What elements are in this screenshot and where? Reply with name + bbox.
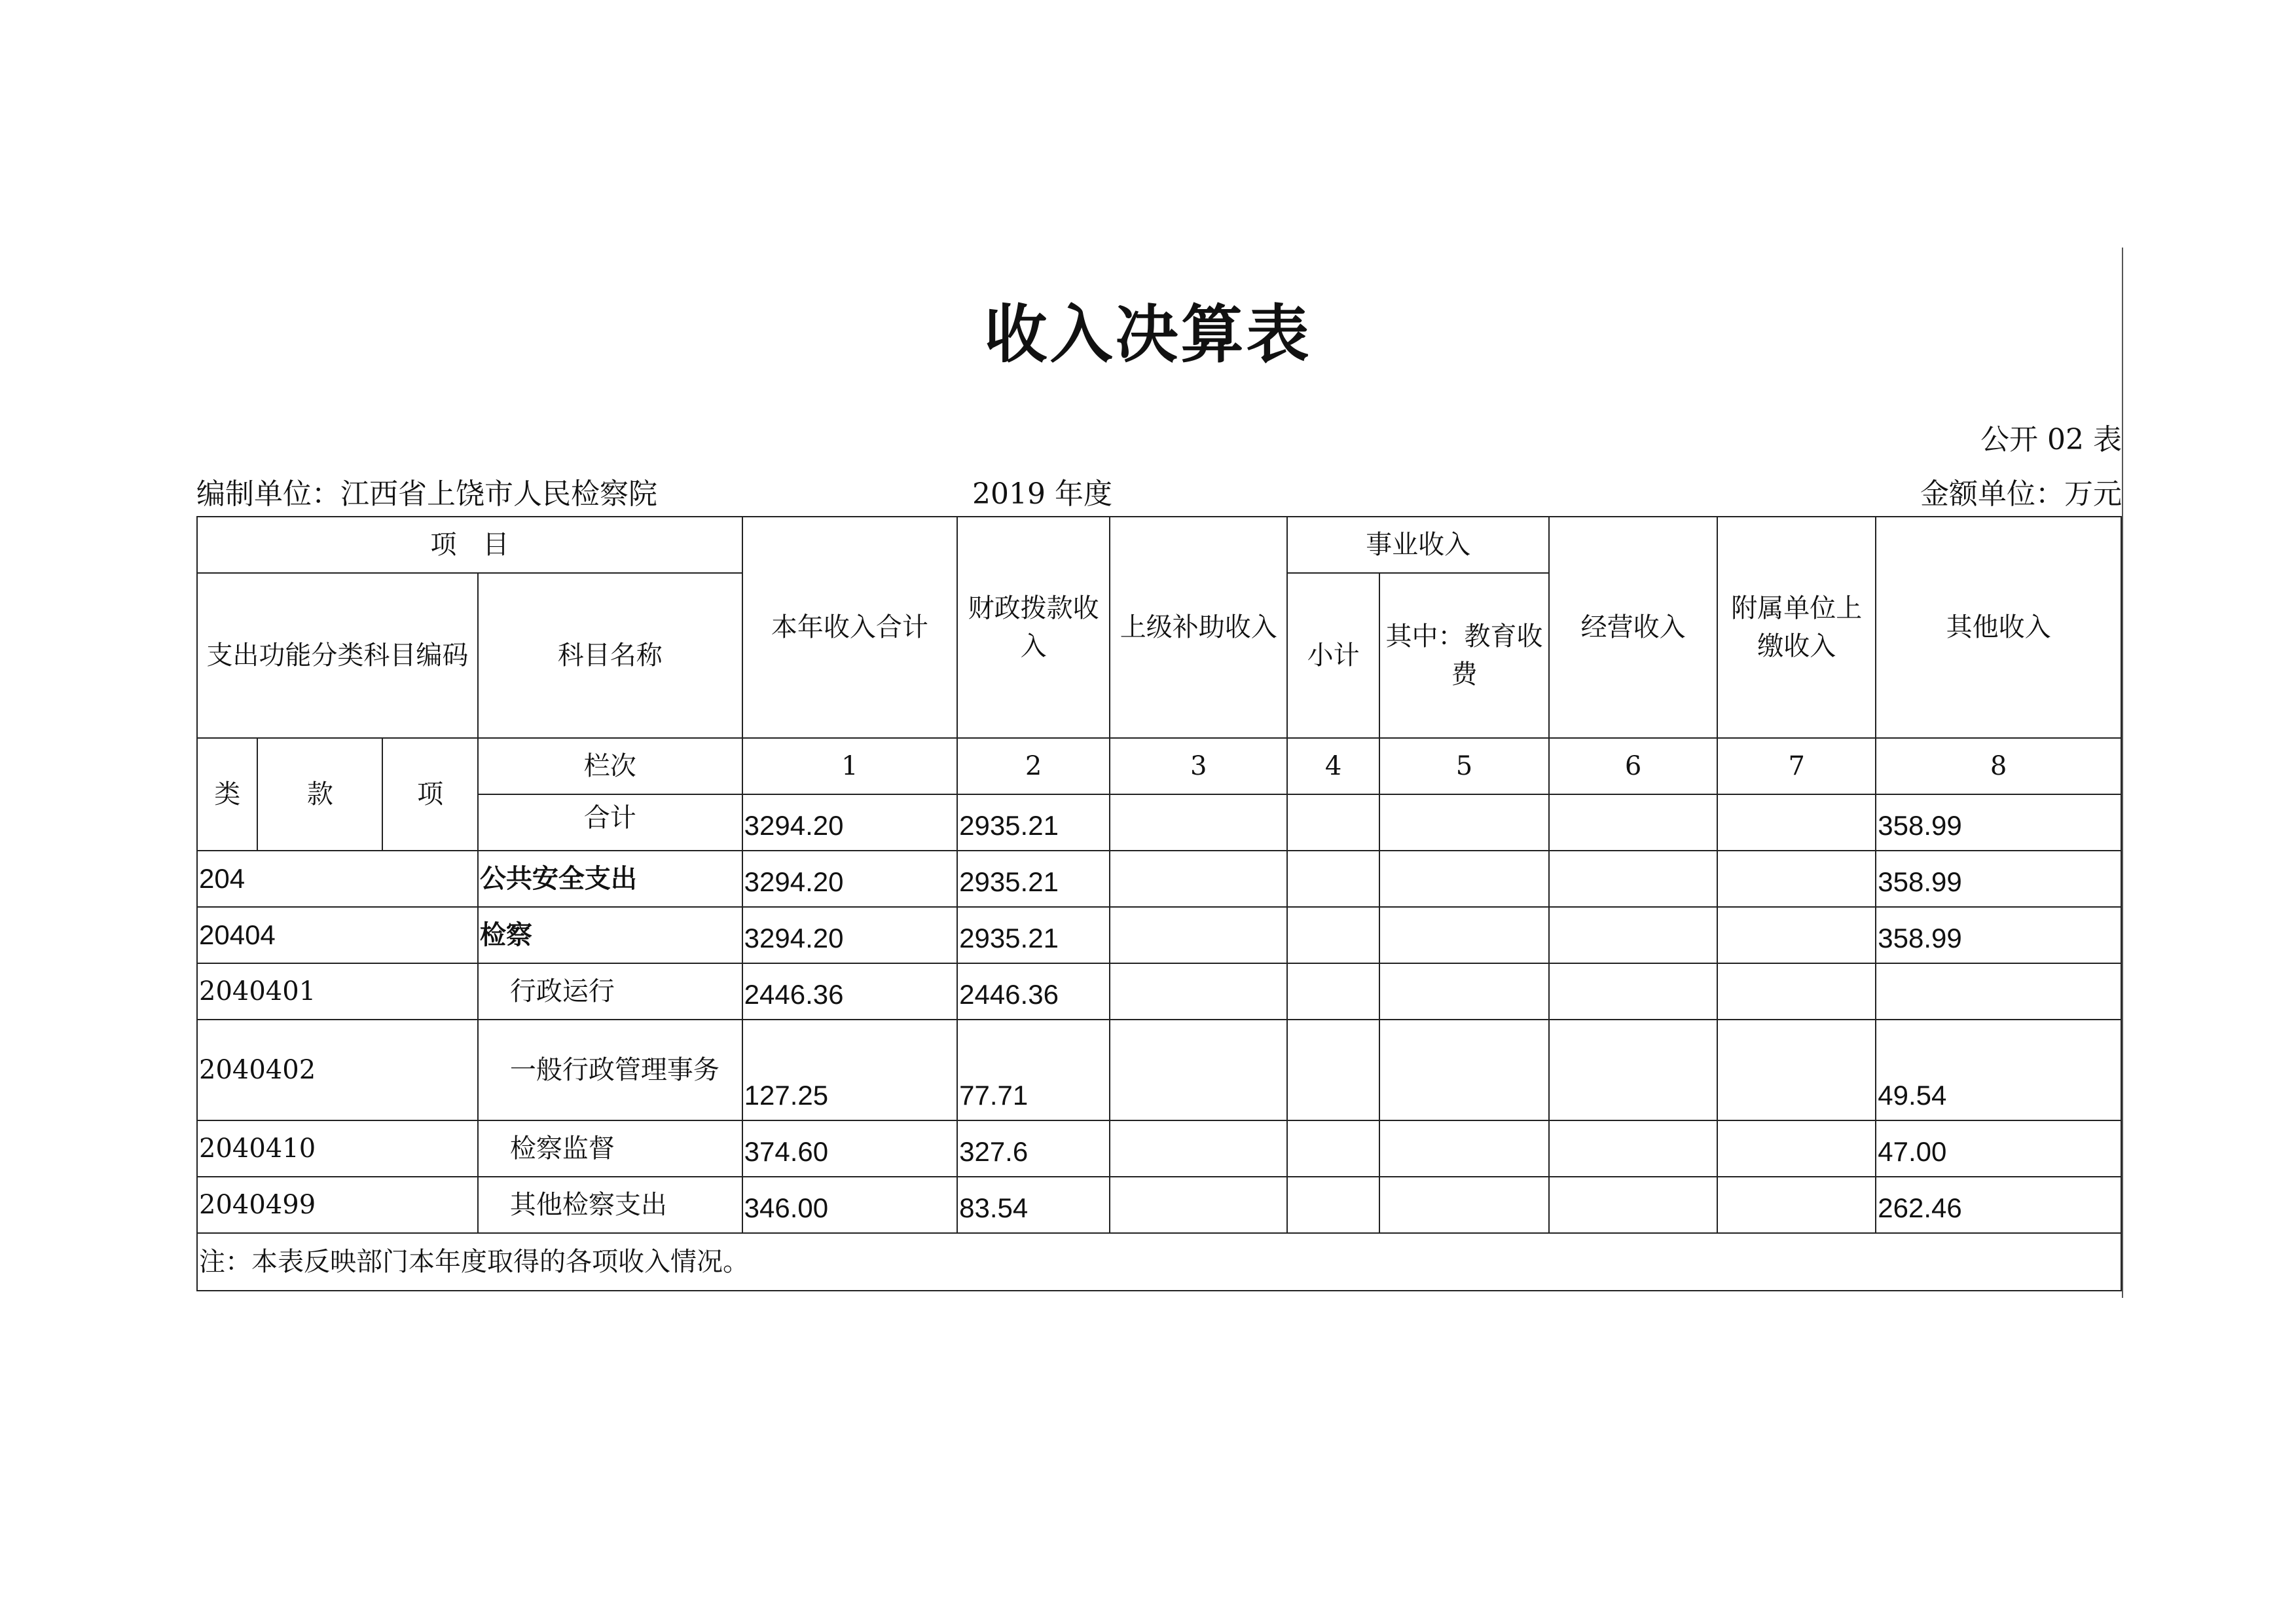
fiscal-value: 2935.21 <box>957 794 1110 851</box>
subject-code: 204 <box>197 851 478 907</box>
form-number: 公开 02 表 <box>1980 423 2122 456</box>
fiscal-year: 2019 年度 <box>972 477 1112 511</box>
header-row-1 <box>197 517 2121 573</box>
superior-header: 上级补助收入 <box>1110 517 1287 738</box>
subject-code: 2040499 <box>197 1177 478 1233</box>
total-label: 合计 <box>478 794 742 851</box>
table-row <box>197 963 2121 1020</box>
total-income-header: 本年收入合计 <box>742 517 957 738</box>
col-number: 5 <box>1379 738 1549 794</box>
subject-name: 一般行政管理事务 <box>478 1020 742 1120</box>
table-row <box>197 1020 2121 1120</box>
subject-name: 行政运行 <box>478 963 742 1020</box>
subject-name: 检察监督 <box>478 1120 742 1177</box>
note-row <box>197 1233 2121 1291</box>
fiscal-value: 83.54 <box>957 1177 1110 1233</box>
education-fee-header: 其中：教育收费 <box>1379 573 1549 738</box>
lanci-label: 栏次 <box>478 738 742 794</box>
subject-code: 2040402 <box>197 1020 478 1120</box>
subject-name-header: 科目名称 <box>478 573 742 738</box>
col-number: 7 <box>1717 738 1876 794</box>
lei-header: 类 <box>197 738 257 851</box>
other-income-value: 49.54 <box>1876 1020 2121 1120</box>
fiscal-value: 2935.21 <box>957 851 1110 907</box>
fiscal-header: 财政拨款收入 <box>957 517 1110 738</box>
total-income-value: 3294.20 <box>742 907 957 963</box>
col-number: 4 <box>1287 738 1379 794</box>
kuan-header: 款 <box>257 738 382 851</box>
total-income-value: 3294.20 <box>742 794 957 851</box>
business-income-header: 事业收入 <box>1287 517 1549 573</box>
total-income-value: 2446.36 <box>742 963 957 1020</box>
col-number: 8 <box>1876 738 2121 794</box>
col-number: 6 <box>1549 738 1717 794</box>
other-income-value: 358.99 <box>1876 907 2121 963</box>
income-table <box>196 516 2122 1291</box>
table-row <box>197 1177 2121 1233</box>
total-row <box>197 794 2121 851</box>
col-number: 2 <box>957 738 1110 794</box>
column-number-row <box>197 738 2121 794</box>
affiliated-header: 附属单位上缴收入 <box>1717 517 1876 738</box>
subject-code: 20404 <box>197 907 478 963</box>
col-number: 3 <box>1110 738 1287 794</box>
project-header: 项 目 <box>197 517 742 573</box>
table-note: 注：本表反映部门本年度取得的各项收入情况。 <box>197 1233 2121 1291</box>
code-header: 支出功能分类科目编码 <box>197 573 478 738</box>
table-row <box>197 907 2121 963</box>
subject-name: 检察 <box>478 907 742 963</box>
total-income-value: 127.25 <box>742 1020 957 1120</box>
table-row <box>197 1120 2121 1177</box>
compiling-unit: 编制单位：江西省上饶市人民检察院 <box>196 477 657 511</box>
other-income-value <box>1876 963 2121 1020</box>
col-number: 1 <box>742 738 957 794</box>
other-income-value: 358.99 <box>1876 794 2121 851</box>
other-income-value: 358.99 <box>1876 851 2121 907</box>
other-income-value: 47.00 <box>1876 1120 2121 1177</box>
total-income-value: 374.60 <box>742 1120 957 1177</box>
meta-row <box>196 470 2122 509</box>
other-income-value: 262.46 <box>1876 1177 2121 1233</box>
fiscal-value: 2935.21 <box>957 907 1110 963</box>
fiscal-value: 327.6 <box>957 1120 1110 1177</box>
subject-name: 公共安全支出 <box>478 851 742 907</box>
total-income-value: 3294.20 <box>742 851 957 907</box>
fiscal-value: 2446.36 <box>957 963 1110 1020</box>
page-title: 收入决算表 <box>984 298 1312 371</box>
total-income-value: 346.00 <box>742 1177 957 1233</box>
table-row <box>197 851 2121 907</box>
subject-code: 2040401 <box>197 963 478 1020</box>
fiscal-value: 77.71 <box>957 1020 1110 1120</box>
subtotal-header: 小计 <box>1287 573 1379 738</box>
subject-name: 其他检察支出 <box>478 1177 742 1233</box>
other-income-header: 其他收入 <box>1876 517 2121 738</box>
page-border-line <box>2122 248 2123 1298</box>
operating-header: 经营收入 <box>1549 517 1717 738</box>
xiang-header: 项 <box>382 738 478 851</box>
amount-unit: 金额单位：万元 <box>1920 477 2122 511</box>
subject-code: 2040410 <box>197 1120 478 1177</box>
